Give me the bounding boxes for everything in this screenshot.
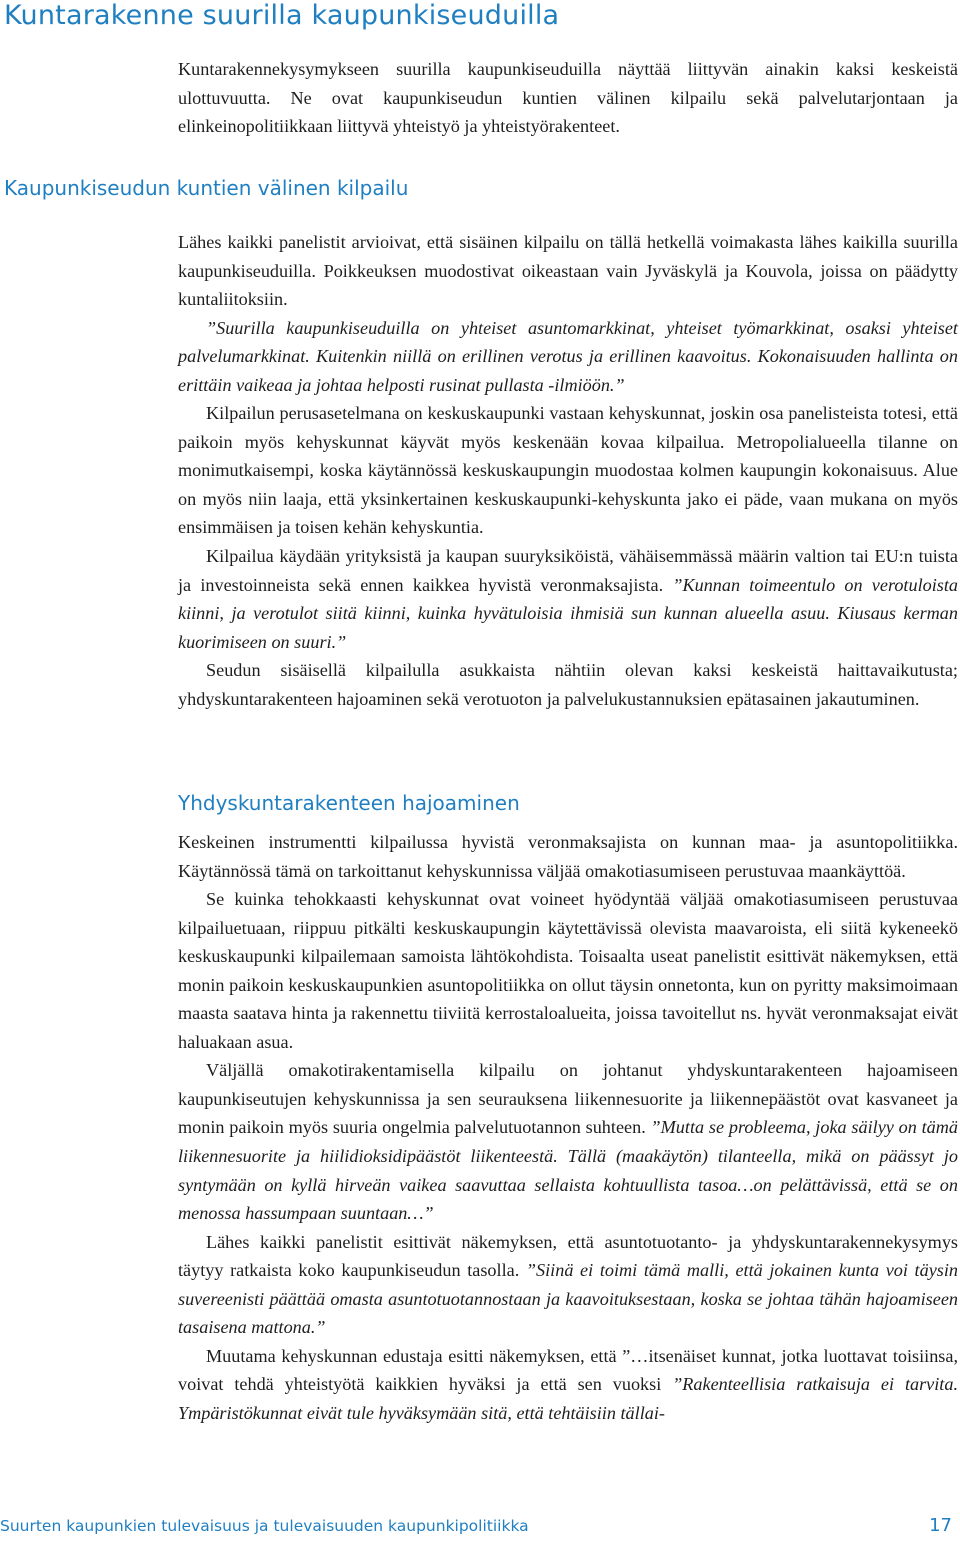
paragraph: Lähes kaikki panelistit arvioivat, että sisäinen kilpailu on tällä hetkellä voimakasta lähes kaikilla suurilla kaupunkiseuduilla. Poikkeuksen muodostivat oikeastaan vain Jyväskylä ja Kouvola, joissa on päädytty kuntaliitoksiin. bbox=[178, 232, 958, 310]
paragraph bbox=[178, 1228, 958, 1342]
paragraph-text: Väljällä omakotirakentamisella kilpailu on johtanut yhdyskuntarakenteen hajoamiseen kaupunkiseutujen kehyskunnissa ja sen seurauksena liikennesuorite ja liikennepäästöt ovat kasvaneet ja monin paikoin myös suuria ongelmia palvelutuotannon suhteen. bbox=[178, 1060, 958, 1138]
paragraph bbox=[178, 1056, 958, 1227]
paragraph: Kilpailun perusasetelmana on keskuskaupunki vastaan kehyskunnat, joskin osa panelisteista totesi, että paikoin myös kehyskunnat käyvät myös keskenään kovaa kilpailua. Metropolialueella tilanne on monimutkaisempi, koska käytännössä keskuskaupungin muodostaa kolmen kaupungin kokonaisuus. Alue on myös niin laaja, että yksinkertainen keskuskaupunki-kehyskunta jako ei päde, vaan mukana on myös ensimmäisen ja toisen kehän kehyskuntia. bbox=[178, 403, 958, 538]
quote: ”Mutta se probleema, joka säilyy on tämä liikennesuorite ja hiilidioksidipäästöt liikenteestä. Tällä (maakäytön) tilanteella, mikä on päässyt jo syntymään on kyllä hirveän vaikea saavuttaa sellaista kohtuullista tasoa…on pelättävissä, että se on menossa hassumpaan suuntaan…” bbox=[178, 1117, 958, 1224]
paragraph: Seudun sisäisellä kilpailulla asukkaista nähtiin olevan kaksi keskeistä haittavaikutusta; yhdyskuntarakenteen hajoaminen sekä verotuoton ja palvelukustannuksien epätasainen jakautuminen. bbox=[178, 660, 958, 709]
paragraph bbox=[178, 1342, 958, 1428]
page-title: Kuntarakenne suurilla kaupunkiseuduilla bbox=[4, 0, 560, 31]
intro-paragraph-block bbox=[178, 55, 958, 141]
intro-paragraph: Kuntarakennekysymykseen suurilla kaupunkiseuduilla näyttää liittyvän ainakin kaksi keskeistä ulottuvuutta. Ne ovat kaupunkiseudun kuntien välinen kilpailu sekä palvelutarjontaan ja elinkeinopolitiikkaan liittyvä yhteistyö ja yhteistyörakenteet. bbox=[178, 59, 958, 137]
footer-title: Suurten kaupunkien tulevaisuus ja tulevaisuuden kaupunkipolitiikka bbox=[0, 1517, 529, 1535]
section-heading-competition: Kaupunkiseudun kuntien välinen kilpailu bbox=[4, 176, 409, 200]
section-heading-urban-sprawl: Yhdyskuntarakenteen hajoaminen bbox=[178, 791, 520, 815]
quote: ”Rakenteellisia ratkaisuja ei tarvita. Ympäristökunnat eivät tule hyväksymään sitä, että tehtäisiin tällai- bbox=[178, 1374, 958, 1423]
paragraph bbox=[178, 542, 958, 656]
paragraph: Keskeinen instrumentti kilpailussa hyvistä veronmaksajista on kunnan maa- ja asuntopolitiikka. Käytännössä tämä on tarkoittanut kehyskunnissa väljää omakotiasumiseen perustuvaa maankäyttöä. bbox=[178, 832, 958, 881]
paragraph-text: Muutama kehyskunnan edustaja esitti näkemyksen, että ”…itsenäiset kunnat, jotka luottavat toisiinsa, voivat tehdä yhteistyötä kaikkien hyväksi ja että sen vuoksi bbox=[178, 1345, 958, 1395]
section-urban-sprawl-body bbox=[178, 828, 958, 1427]
quote: ”Kunnan toimeentulo on verotuloista kiinni, ja verotulot siitä kiinni, kuinka hyvätuloisia ihmisiä sun kunnan alueella asuu. Kiusaus kerman kuorimiseen on suuri.” bbox=[178, 574, 959, 652]
quote: ”Siinä ei toimi tämä malli, että jokainen kunta voi täysin suvereenisti päättää omasta asuntotuotannostaan ja kaavoituksestaan, koska se johtaa tähän hajoamiseen tasaisena mattona.” bbox=[178, 1260, 958, 1338]
page-number: 17 bbox=[929, 1515, 952, 1536]
page-footer bbox=[0, 1515, 952, 1536]
paragraph-text: Kilpailua käydään yrityksistä ja kaupan suuryksiköistä, vähäisemmässä määrin valtion tai EU:n tuista ja investoinneista sekä ennen kaikkea hyvistä veronmaksajista. bbox=[178, 546, 958, 595]
section-competition-body bbox=[178, 228, 958, 713]
quote: ”Suurilla kaupunkiseuduilla on yhteiset asuntomarkkinat, yhteiset työmarkkinat, osaksi yhteiset palvelumarkkinat. Kuitenkin niillä on erillinen verotus ja erillinen kaavoitus. Kokonaisuuden hallinta on erittäin vaikeaa ja johtaa helposti rusinat pullasta -ilmiöön.” bbox=[178, 317, 958, 395]
paragraph: Se kuinka tehokkaasti kehyskunnat ovat voineet hyödyntää väljää omakotiasumiseen perustuvaa kilpailuetuaan, riippuu pitkälti keskuskaupungin käytettävissä olevista maavaroista, eli siitä kykeneekö keskuskaupunki kilpailemaan samoista lähtökohdista. Toisaalta useat panelistit esittivät näkemyksen, että monin paikoin keskuskaupunkien asuntopolitiikka on ollut täysin onnetonta, kun on pyritty maksimoimaan maasta saatava hinta ja rakennettu tiiviitä kerrostaloalueita, joissa tavoitellut ns. hyvät veronmaksajat eivät haluakaan asua. bbox=[178, 889, 958, 1052]
quote-paragraph bbox=[178, 314, 958, 400]
paragraph-text: Lähes kaikki panelistit esittivät näkemyksen, että asuntotuotanto- ja yhdyskuntarakennekysymys täytyy ratkaista koko kaupunkiseudun tasolla. bbox=[178, 1231, 958, 1281]
